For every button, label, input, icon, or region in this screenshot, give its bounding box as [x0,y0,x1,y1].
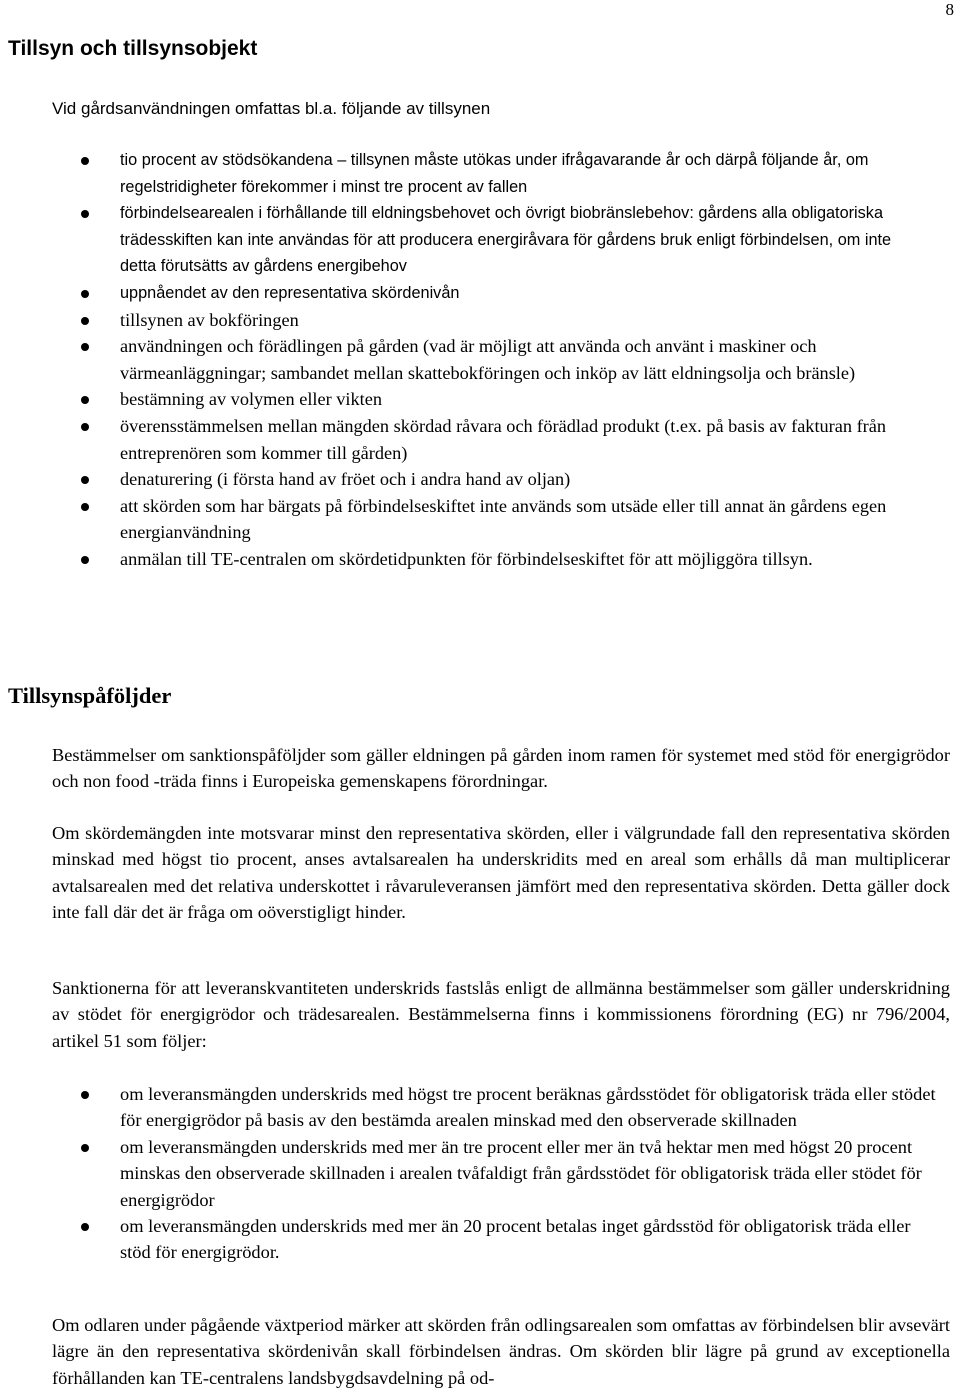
bullet-icon [81,396,89,404]
bullet-icon [81,343,89,351]
paragraph-regulations: Bestämmelser om sanktionspåföljder som gäller eldningen på gården inom ramen för systemet med stöd för energigrödor och non food -träda finns i Europeiska gemenskapens förordningar. [52,745,950,792]
bullet-icon [81,1144,89,1152]
tillsyn-bullet-list [52,147,942,573]
list-item: anmälan till TE-centralen om skördetidpunkten för förbindelseskiftet för att möjliggöra tillsyn. [52,546,942,573]
list-item: tio procent av stödsökandena – tillsynen måste utökas under ifrågavarande år och därpå följande år, om regelstridigheter förekommer i minst tre procent av fallen [52,147,942,200]
bullet-icon [81,556,89,564]
list-item: om leveransmängden underskrids med mer än 20 procent betalas inget gårdsstöd för obligatorisk träda eller stöd för energigrödor. [52,1213,940,1266]
section-intro: Vid gårdsanvändningen omfattas bl.a. följande av tillsynen [52,99,491,118]
list-item: om leveransmängden underskrids med högst tre procent beräknas gårdsstödet för obligatorisk träda eller stödet för energigrödor på basis av den bestämda arealen minskad med den observerade skillnaden [52,1081,940,1134]
bullet-icon [81,210,89,218]
bullet-icon [81,317,89,325]
list-item: förbindelsearealen i förhållande till eldningsbehovet och övrigt biobränslebehov: gårdens alla obligatoriska trädesskiften kan inte användas för att producera energiråvara för gårdens bruk enligt förbindelsen, om inte detta förutsätts av gårdens energibehov [52,200,942,280]
paragraph-harvest: Om skördemängden inte motsvarar minst den representativa skörden, eller i välgrundade fall den representativa skörden minskad med högst tio procent, anses avtalsarealen ha underskridits med en areal som erhålls då man multiplicerar avtalsarealen med det relativa underskottet i råvaruleveransen jämfört med den representativa skörden. Detta gäller dock inte fall där det är fråga om oöverstigligt hinder. [52,823,950,923]
bullet-icon [81,157,89,165]
paragraph-closing: Om odlaren under pågående växtperiod märker att skörden från odlingsarealen som omfattas av förbindelsen blir avsevärt lägre än den representativa skördenivån skall förbindelsen ändras. Om skörden blir lägre på grund av exceptionella förhållanden kan TE-centralens landsbygdsavdelning på od- [52,1315,950,1388]
list-item: användningen och förädlingen på gården (vad är möjligt att använda och använt i maskiner och värmeanläggningar; sambandet mellan skattebokföringen och inköp av lätt eldningsolja och bränsle) [52,333,942,386]
page-number: 8 [945,0,954,19]
sanctions-bullet-list [52,1081,940,1266]
bullet-icon [81,1223,89,1231]
list-item: överensstämmelsen mellan mängden skördad råvara och förädlad produkt (t.ex. på basis av fakturan från entreprenören som kommer till gården) [52,413,942,466]
bullet-icon [81,290,89,298]
list-item: bestämning av volymen eller vikten [52,386,942,413]
bullet-icon [81,1091,89,1099]
bullet-icon [81,503,89,511]
list-item: uppnåendet av den representativa skördenivån [52,280,942,307]
list-item: denaturering (i första hand av fröet och i andra hand av oljan) [52,466,942,493]
list-item: om leveransmängden underskrids med mer än tre procent eller mer än två hektar men med högst 20 procent minskas den observerade skillnaden i arealen tvåfaldigt från gårdsstödet för obligatorisk träda eller stödet för energigrödor [52,1134,940,1213]
section-heading-pafoljder: Tillsynspåföljder [8,683,172,708]
paragraph-sanctions: Sanktionerna för att leveranskvantiteten underskrids fastslås enligt de allmänna bestämmelser som gäller underskridning av stödet för energigrödor och trädesarealen. Bestämmelserna finns i kommissionens förordning (EG) nr 796/2004, artikel 51 som följer: [52,978,950,1051]
bullet-icon [81,423,89,431]
section-heading-tillsyn: Tillsyn och tillsynsobjekt [8,37,258,60]
list-item: tillsynen av bokföringen [52,307,942,334]
list-item: att skörden som har bärgats på förbindelseskiftet inte används som utsäde eller till annat än gårdens egen energianvändning [52,493,942,546]
bullet-icon [81,476,89,484]
